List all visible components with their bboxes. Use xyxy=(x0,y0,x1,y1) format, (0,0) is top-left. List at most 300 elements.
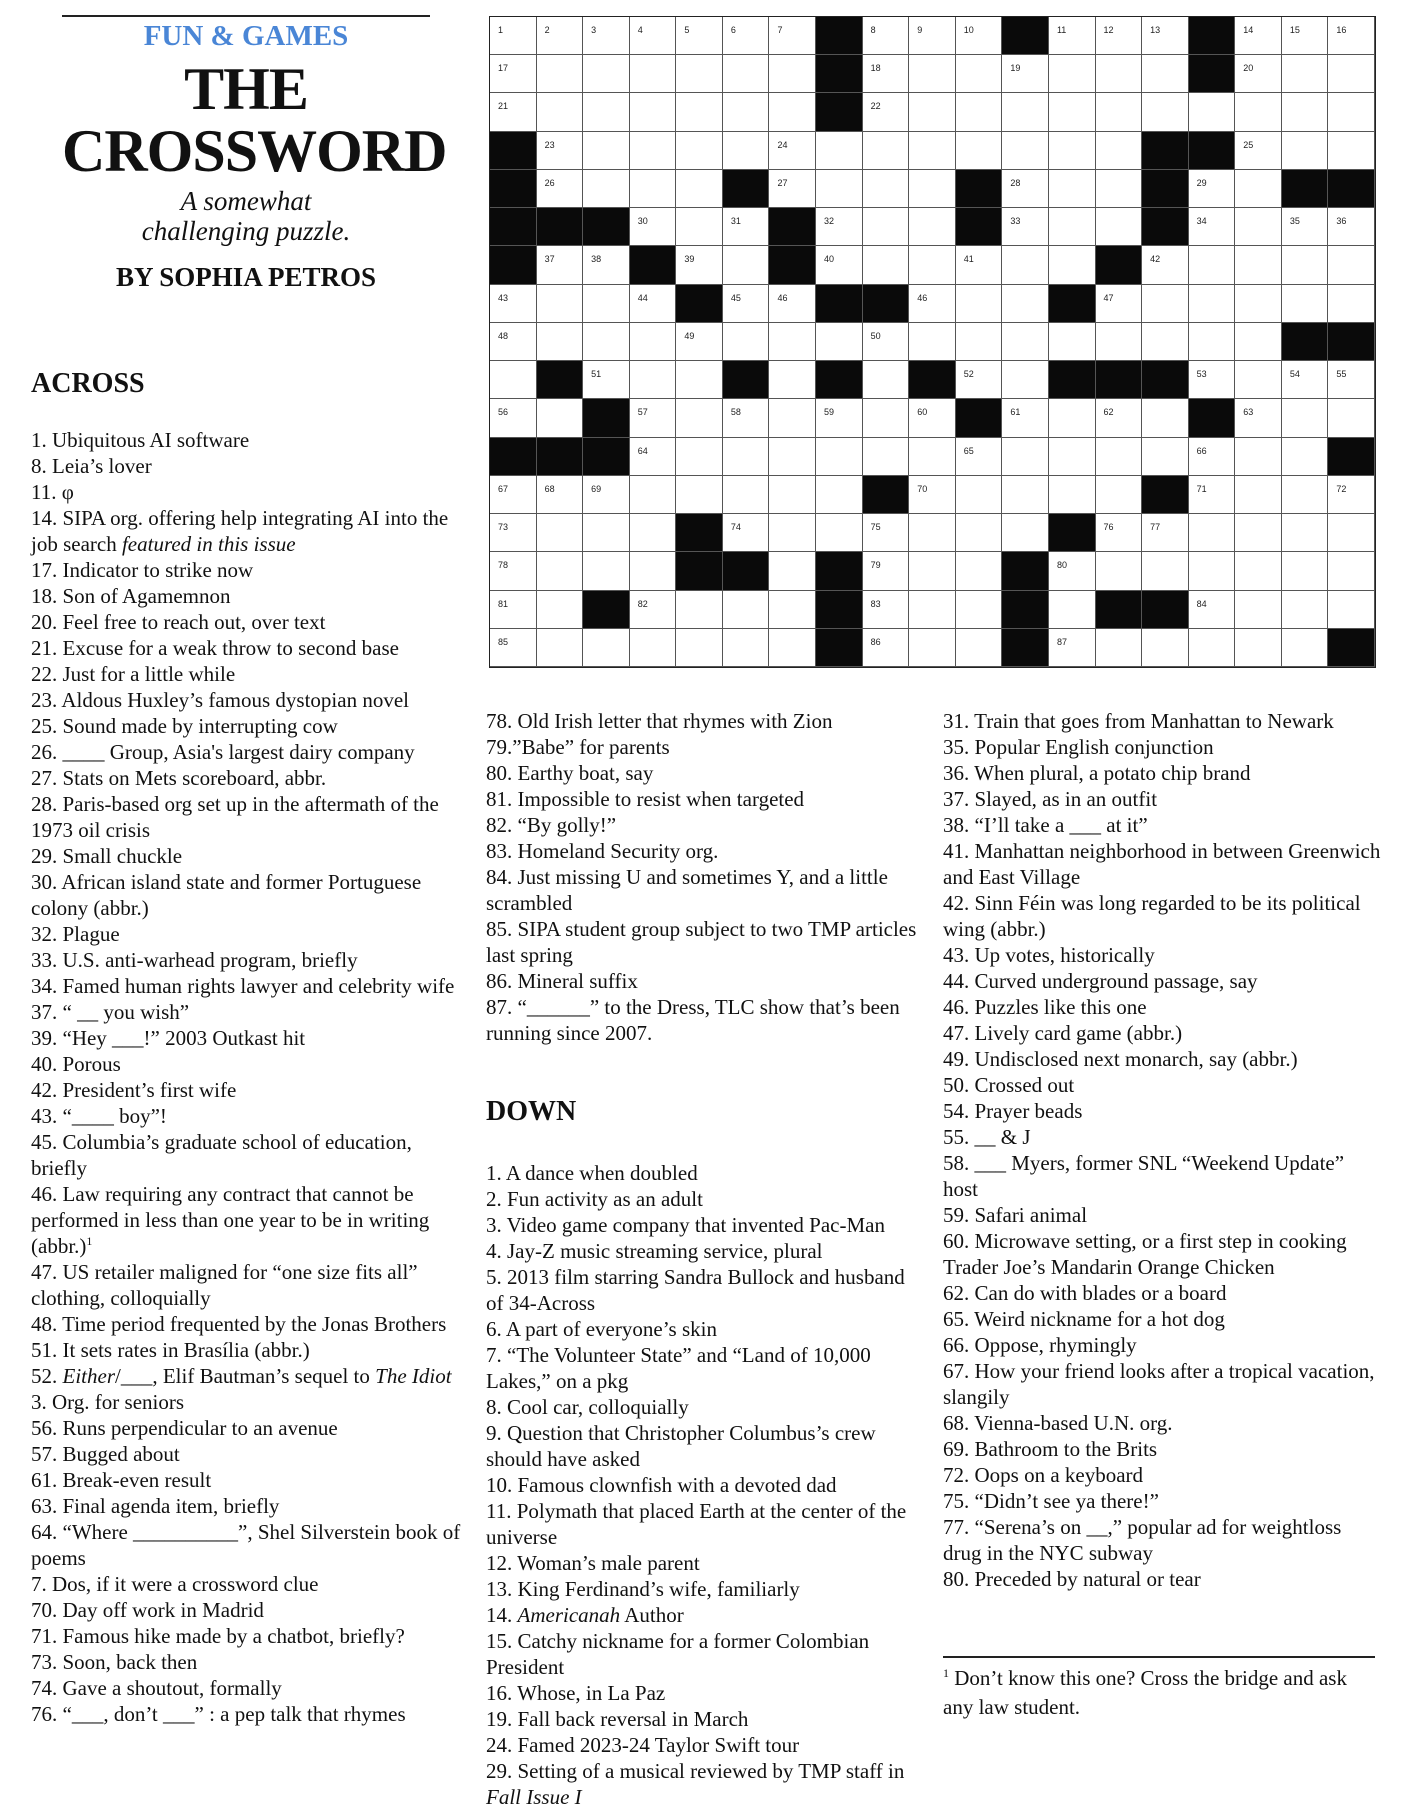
down-clue: 24. Famed 2023-24 Taylor Swift tour xyxy=(486,1733,800,1757)
grid-cell[interactable] xyxy=(1235,476,1282,514)
grid-cell[interactable] xyxy=(537,55,584,93)
grid-cell[interactable] xyxy=(1096,438,1143,476)
grid-cell[interactable] xyxy=(723,132,770,170)
grid-cell[interactable] xyxy=(1235,399,1282,437)
grid-cell[interactable] xyxy=(1002,399,1049,437)
grid-cell[interactable] xyxy=(863,132,910,170)
grid-cell[interactable] xyxy=(537,514,584,552)
grid-cell[interactable] xyxy=(816,132,863,170)
grid-cell[interactable] xyxy=(1096,170,1143,208)
cell-number: 46 xyxy=(777,292,788,303)
grid-cell[interactable] xyxy=(769,285,816,323)
grid-cell[interactable] xyxy=(723,438,770,476)
grid-cell[interactable] xyxy=(537,552,584,590)
grid-cell[interactable] xyxy=(676,208,723,246)
grid-cell[interactable] xyxy=(863,591,910,629)
grid-cell[interactable] xyxy=(1096,629,1143,667)
grid-cell[interactable] xyxy=(1049,323,1096,361)
grid-cell[interactable] xyxy=(1142,438,1189,476)
grid-cell[interactable] xyxy=(1282,399,1329,437)
grid-cell[interactable] xyxy=(1049,438,1096,476)
grid-cell[interactable] xyxy=(1189,323,1236,361)
grid-cell[interactable] xyxy=(723,629,770,667)
grid-cell[interactable] xyxy=(1282,93,1329,131)
grid-cell[interactable] xyxy=(1049,552,1096,590)
grid-cell[interactable] xyxy=(863,361,910,399)
grid-cell[interactable] xyxy=(676,591,723,629)
grid-cell[interactable] xyxy=(537,629,584,667)
grid-cell[interactable] xyxy=(676,132,723,170)
grid-cell[interactable] xyxy=(1002,285,1049,323)
grid-cell[interactable] xyxy=(490,17,537,55)
grid-cell[interactable] xyxy=(956,361,1003,399)
grid-cell[interactable] xyxy=(1096,55,1143,93)
grid-cell[interactable] xyxy=(583,552,630,590)
cell-number: 86 xyxy=(870,636,881,647)
grid-cell[interactable] xyxy=(1328,514,1375,552)
grid-cell[interactable] xyxy=(956,93,1003,131)
grid-cell[interactable] xyxy=(956,246,1003,284)
grid-cell[interactable] xyxy=(723,591,770,629)
grid-cell[interactable] xyxy=(490,55,537,93)
grid-cell[interactable] xyxy=(1282,629,1329,667)
grid-cell[interactable] xyxy=(1189,514,1236,552)
grid-cell[interactable] xyxy=(1235,132,1282,170)
grid-cell[interactable] xyxy=(537,170,584,208)
grid-cell[interactable] xyxy=(1096,93,1143,131)
grid-cell[interactable] xyxy=(956,285,1003,323)
grid-cell[interactable] xyxy=(1049,93,1096,131)
grid-cell[interactable] xyxy=(723,399,770,437)
grid-cell[interactable] xyxy=(583,285,630,323)
grid-cell[interactable] xyxy=(1049,246,1096,284)
grid-cell[interactable] xyxy=(1282,17,1329,55)
grid-cell[interactable] xyxy=(1282,361,1329,399)
grid-cell[interactable] xyxy=(676,438,723,476)
grid-cell[interactable] xyxy=(863,208,910,246)
grid-cell[interactable] xyxy=(1282,476,1329,514)
grid-cell[interactable] xyxy=(490,399,537,437)
grid-cell[interactable] xyxy=(537,285,584,323)
grid-cell[interactable] xyxy=(956,552,1003,590)
grid-cell[interactable] xyxy=(583,17,630,55)
grid-cell[interactable] xyxy=(630,591,677,629)
grid-cell[interactable] xyxy=(863,514,910,552)
grid-cell[interactable] xyxy=(630,170,677,208)
grid-cell[interactable] xyxy=(490,285,537,323)
grid-cell[interactable] xyxy=(1189,285,1236,323)
grid-cell-black xyxy=(1002,591,1049,629)
grid-cell[interactable] xyxy=(769,552,816,590)
grid-cell[interactable] xyxy=(1189,208,1236,246)
grid-cell[interactable] xyxy=(1142,629,1189,667)
grid-cell[interactable] xyxy=(1235,246,1282,284)
grid-cell[interactable] xyxy=(1096,399,1143,437)
grid-cell[interactable] xyxy=(1235,629,1282,667)
grid-cell[interactable] xyxy=(1189,476,1236,514)
grid-cell[interactable] xyxy=(583,361,630,399)
grid-cell[interactable] xyxy=(1002,170,1049,208)
grid-cell[interactable] xyxy=(676,93,723,131)
grid-cell[interactable] xyxy=(1096,132,1143,170)
grid-cell[interactable] xyxy=(537,132,584,170)
grid-cell[interactable] xyxy=(1189,361,1236,399)
grid-cell[interactable] xyxy=(630,208,677,246)
grid-cell[interactable] xyxy=(1096,17,1143,55)
grid-cell[interactable] xyxy=(676,323,723,361)
grid-cell[interactable] xyxy=(1049,55,1096,93)
grid-cell[interactable] xyxy=(1142,285,1189,323)
grid-cell[interactable] xyxy=(723,246,770,284)
grid-cell[interactable] xyxy=(769,591,816,629)
grid-cell[interactable] xyxy=(723,17,770,55)
grid-cell[interactable] xyxy=(583,629,630,667)
grid-cell[interactable] xyxy=(769,361,816,399)
grid-cell[interactable] xyxy=(723,208,770,246)
down-clues xyxy=(486,1160,921,1810)
grid-cell[interactable] xyxy=(769,438,816,476)
grid-cell[interactable] xyxy=(630,438,677,476)
grid-cell[interactable] xyxy=(816,476,863,514)
grid-cell[interactable] xyxy=(909,246,956,284)
grid-cell[interactable] xyxy=(1002,514,1049,552)
subtitle-line-1: A somewhat xyxy=(180,186,312,216)
grid-cell-black xyxy=(490,208,537,246)
grid-cell[interactable] xyxy=(769,55,816,93)
grid-cell[interactable] xyxy=(583,476,630,514)
down-clues-continued xyxy=(943,708,1386,1592)
grid-cell[interactable] xyxy=(909,208,956,246)
grid-cell[interactable] xyxy=(1002,476,1049,514)
grid-cell[interactable] xyxy=(1328,208,1375,246)
grid-cell[interactable] xyxy=(1096,476,1143,514)
grid-cell[interactable] xyxy=(676,246,723,284)
grid-cell[interactable] xyxy=(1049,591,1096,629)
grid-cell[interactable] xyxy=(1328,591,1375,629)
grid-cell[interactable] xyxy=(1142,399,1189,437)
grid-cell[interactable] xyxy=(863,17,910,55)
grid-cell[interactable] xyxy=(1142,55,1189,93)
grid-cell[interactable] xyxy=(630,132,677,170)
grid-cell[interactable] xyxy=(1002,246,1049,284)
grid-cell[interactable] xyxy=(863,93,910,131)
grid-cell[interactable] xyxy=(1328,476,1375,514)
grid-cell[interactable] xyxy=(630,476,677,514)
grid-cell[interactable] xyxy=(863,323,910,361)
subtitle xyxy=(62,186,430,246)
grid-cell[interactable] xyxy=(676,170,723,208)
across-clue: 28. Paris-based org set up in the aftermath of the 1973 oil crisis xyxy=(31,792,445,842)
grid-cell[interactable] xyxy=(1142,17,1189,55)
grid-cell[interactable] xyxy=(909,132,956,170)
grid-cell[interactable] xyxy=(909,438,956,476)
grid-cell[interactable] xyxy=(956,323,1003,361)
grid-cell[interactable] xyxy=(956,438,1003,476)
grid-cell[interactable] xyxy=(676,476,723,514)
grid-cell[interactable] xyxy=(956,55,1003,93)
grid-cell[interactable] xyxy=(863,438,910,476)
grid-cell[interactable] xyxy=(1002,132,1049,170)
grid-cell[interactable] xyxy=(769,17,816,55)
grid-cell[interactable] xyxy=(676,55,723,93)
grid-cell[interactable] xyxy=(676,629,723,667)
grid-cell[interactable] xyxy=(1282,438,1329,476)
grid-cell[interactable] xyxy=(630,17,677,55)
cell-number: 65 xyxy=(963,445,974,456)
grid-cell[interactable] xyxy=(630,93,677,131)
grid-cell[interactable] xyxy=(723,285,770,323)
grid-cell[interactable] xyxy=(1096,552,1143,590)
grid-cell[interactable] xyxy=(1328,93,1375,131)
grid-cell[interactable] xyxy=(537,17,584,55)
grid-cell[interactable] xyxy=(490,514,537,552)
grid-cell[interactable] xyxy=(909,93,956,131)
grid-cell[interactable] xyxy=(1235,55,1282,93)
grid-cell[interactable] xyxy=(816,438,863,476)
grid-cell[interactable] xyxy=(1049,170,1096,208)
grid-cell[interactable] xyxy=(769,514,816,552)
down-clue: 9. Question that Christopher Columbus’s crew should have asked xyxy=(486,1421,881,1471)
grid-cell[interactable] xyxy=(490,93,537,131)
grid-cell[interactable] xyxy=(676,361,723,399)
grid-cell[interactable] xyxy=(630,514,677,552)
grid-cell[interactable] xyxy=(816,246,863,284)
grid-cell[interactable] xyxy=(1002,55,1049,93)
grid-cell[interactable] xyxy=(1049,399,1096,437)
grid-cell[interactable] xyxy=(1142,323,1189,361)
down-clue: 68. Vienna-based U.N. org. xyxy=(943,1411,1173,1435)
across-clue: 32. Plague xyxy=(31,922,120,946)
grid-cell[interactable] xyxy=(863,552,910,590)
grid-cell[interactable] xyxy=(1235,17,1282,55)
grid-cell[interactable] xyxy=(1002,361,1049,399)
cell-number: 4 xyxy=(637,25,643,35)
grid-cell[interactable] xyxy=(816,323,863,361)
grid-cell-black xyxy=(1189,17,1236,55)
grid-cell[interactable] xyxy=(1282,285,1329,323)
grid-cell[interactable] xyxy=(816,514,863,552)
grid-cell[interactable] xyxy=(537,246,584,284)
grid-cell[interactable] xyxy=(863,399,910,437)
grid-cell[interactable] xyxy=(956,629,1003,667)
grid-cell[interactable] xyxy=(909,323,956,361)
grid-cell[interactable] xyxy=(490,361,537,399)
grid-cell[interactable] xyxy=(1328,399,1375,437)
grid-cell[interactable] xyxy=(1142,246,1189,284)
grid-cell[interactable] xyxy=(863,55,910,93)
grid-cell[interactable] xyxy=(1235,170,1282,208)
grid-cell[interactable] xyxy=(1002,323,1049,361)
grid-cell[interactable] xyxy=(490,552,537,590)
grid-cell[interactable] xyxy=(816,399,863,437)
grid-cell[interactable] xyxy=(1328,361,1375,399)
grid-cell-black xyxy=(1189,132,1236,170)
grid-cell[interactable] xyxy=(1235,361,1282,399)
grid-cell[interactable] xyxy=(1235,208,1282,246)
grid-cell[interactable] xyxy=(1002,208,1049,246)
cell-number: 68 xyxy=(544,483,555,494)
cell-number: 79 xyxy=(870,560,881,571)
grid-cell[interactable] xyxy=(909,591,956,629)
cell-number: 25 xyxy=(1243,139,1254,150)
grid-cell[interactable] xyxy=(1189,629,1236,667)
cell-number: 69 xyxy=(591,483,602,494)
grid-cell[interactable] xyxy=(723,55,770,93)
cell-number: 41 xyxy=(963,254,974,265)
grid-cell[interactable] xyxy=(583,170,630,208)
grid-cell[interactable] xyxy=(723,514,770,552)
grid-cell-black xyxy=(676,514,723,552)
grid-cell[interactable] xyxy=(956,17,1003,55)
grid-cell[interactable] xyxy=(956,514,1003,552)
grid-cell[interactable] xyxy=(1328,552,1375,590)
down-clue: 77. “Serena’s on __,” popular ad for weightloss drug in the NYC subway xyxy=(943,1515,1347,1565)
grid-cell[interactable] xyxy=(1328,246,1375,284)
grid-cell[interactable] xyxy=(1096,323,1143,361)
grid-cell[interactable] xyxy=(537,323,584,361)
grid-cell[interactable] xyxy=(1002,93,1049,131)
grid-cell[interactable] xyxy=(1096,285,1143,323)
across-clue: 70. Day off work in Madrid xyxy=(31,1598,264,1622)
grid-cell[interactable] xyxy=(909,552,956,590)
grid-cell[interactable] xyxy=(1235,552,1282,590)
grid-cell[interactable] xyxy=(1282,208,1329,246)
down-clue: 13. King Ferdinand’s wife, familiarly xyxy=(486,1577,800,1601)
grid-cell[interactable] xyxy=(1189,93,1236,131)
cell-number: 76 xyxy=(1103,522,1114,533)
grid-cell[interactable] xyxy=(909,285,956,323)
grid-cell[interactable] xyxy=(583,132,630,170)
grid-cell[interactable] xyxy=(956,476,1003,514)
grid-cell[interactable] xyxy=(723,93,770,131)
grid-cell[interactable] xyxy=(1235,591,1282,629)
grid-cell[interactable] xyxy=(1049,476,1096,514)
grid-cell[interactable] xyxy=(490,323,537,361)
grid-cell[interactable] xyxy=(583,323,630,361)
grid-cell[interactable] xyxy=(537,399,584,437)
grid-cell[interactable] xyxy=(537,93,584,131)
grid-cell[interactable] xyxy=(1049,208,1096,246)
grid-cell[interactable] xyxy=(537,591,584,629)
grid-cell[interactable] xyxy=(490,591,537,629)
grid-cell[interactable] xyxy=(863,629,910,667)
grid-cell[interactable] xyxy=(863,170,910,208)
grid-cell[interactable] xyxy=(1049,132,1096,170)
grid-cell[interactable] xyxy=(1049,629,1096,667)
grid-cell[interactable] xyxy=(1282,591,1329,629)
grid-cell[interactable] xyxy=(816,170,863,208)
grid-cell[interactable] xyxy=(630,361,677,399)
grid-cell[interactable] xyxy=(769,399,816,437)
grid-cell[interactable] xyxy=(490,629,537,667)
grid-cell[interactable] xyxy=(1142,93,1189,131)
grid-cell[interactable] xyxy=(1189,438,1236,476)
cell-number: 24 xyxy=(777,139,788,150)
footnote-marker: 1 xyxy=(943,1666,949,1680)
grid-cell[interactable] xyxy=(909,170,956,208)
title-line-2: CROSSWORD xyxy=(62,118,447,184)
grid-cell[interactable] xyxy=(583,514,630,552)
grid-cell[interactable] xyxy=(630,629,677,667)
grid-cell[interactable] xyxy=(630,285,677,323)
grid-cell[interactable] xyxy=(769,170,816,208)
grid-cell[interactable] xyxy=(956,132,1003,170)
across-clue: 1. Ubiquitous AI software xyxy=(31,428,250,452)
grid-cell[interactable] xyxy=(769,476,816,514)
grid-cell[interactable] xyxy=(1189,552,1236,590)
grid-cell[interactable] xyxy=(1096,208,1143,246)
grid-cell[interactable] xyxy=(630,323,677,361)
grid-cell[interactable] xyxy=(676,17,723,55)
grid-cell[interactable] xyxy=(909,629,956,667)
grid-cell[interactable] xyxy=(909,399,956,437)
cell-number: 34 xyxy=(1196,216,1207,227)
grid-cell[interactable] xyxy=(583,55,630,93)
grid-cell[interactable] xyxy=(583,246,630,284)
grid-cell[interactable] xyxy=(909,55,956,93)
grid-cell[interactable] xyxy=(1002,438,1049,476)
grid-cell[interactable] xyxy=(769,93,816,131)
across-clue: 25. Sound made by interrupting cow xyxy=(31,714,338,738)
grid-cell[interactable] xyxy=(1282,246,1329,284)
grid-cell[interactable] xyxy=(676,399,723,437)
grid-cell[interactable] xyxy=(1189,246,1236,284)
grid-cell[interactable] xyxy=(1096,514,1143,552)
grid-cell[interactable] xyxy=(1189,591,1236,629)
grid-cell[interactable] xyxy=(1282,514,1329,552)
cell-number: 19 xyxy=(1010,63,1021,74)
grid-cell[interactable] xyxy=(816,208,863,246)
grid-cell[interactable] xyxy=(630,552,677,590)
grid-cell[interactable] xyxy=(1049,17,1096,55)
grid-cell[interactable] xyxy=(1328,55,1375,93)
grid-cell[interactable] xyxy=(909,17,956,55)
cell-number: 11 xyxy=(1056,25,1067,35)
grid-cell[interactable] xyxy=(1328,132,1375,170)
grid-cell[interactable] xyxy=(630,55,677,93)
grid-cell[interactable] xyxy=(1235,323,1282,361)
grid-cell[interactable] xyxy=(1235,93,1282,131)
grid-cell[interactable] xyxy=(1235,285,1282,323)
grid-cell[interactable] xyxy=(769,323,816,361)
grid-cell[interactable] xyxy=(1235,514,1282,552)
grid-cell[interactable] xyxy=(630,399,677,437)
grid-cell[interactable] xyxy=(1142,514,1189,552)
grid-cell[interactable] xyxy=(723,476,770,514)
grid-cell[interactable] xyxy=(1282,55,1329,93)
grid-cell-black xyxy=(1142,476,1189,514)
grid-cell[interactable] xyxy=(1328,285,1375,323)
grid-cell[interactable] xyxy=(909,514,956,552)
grid-cell[interactable] xyxy=(1189,170,1236,208)
grid-cell[interactable] xyxy=(909,476,956,514)
grid-cell[interactable] xyxy=(769,629,816,667)
grid-cell-black xyxy=(909,361,956,399)
grid-cell[interactable] xyxy=(537,476,584,514)
grid-cell[interactable] xyxy=(1282,132,1329,170)
grid-cell[interactable] xyxy=(1282,552,1329,590)
grid-cell[interactable] xyxy=(490,476,537,514)
grid-cell[interactable] xyxy=(1235,438,1282,476)
grid-cell[interactable] xyxy=(956,591,1003,629)
grid-cell[interactable] xyxy=(1142,552,1189,590)
grid-cell[interactable] xyxy=(1328,17,1375,55)
cell-number: 36 xyxy=(1336,216,1347,227)
grid-cell[interactable] xyxy=(723,323,770,361)
grid-cell[interactable] xyxy=(583,93,630,131)
grid-cell[interactable] xyxy=(863,246,910,284)
grid-cell[interactable] xyxy=(769,132,816,170)
